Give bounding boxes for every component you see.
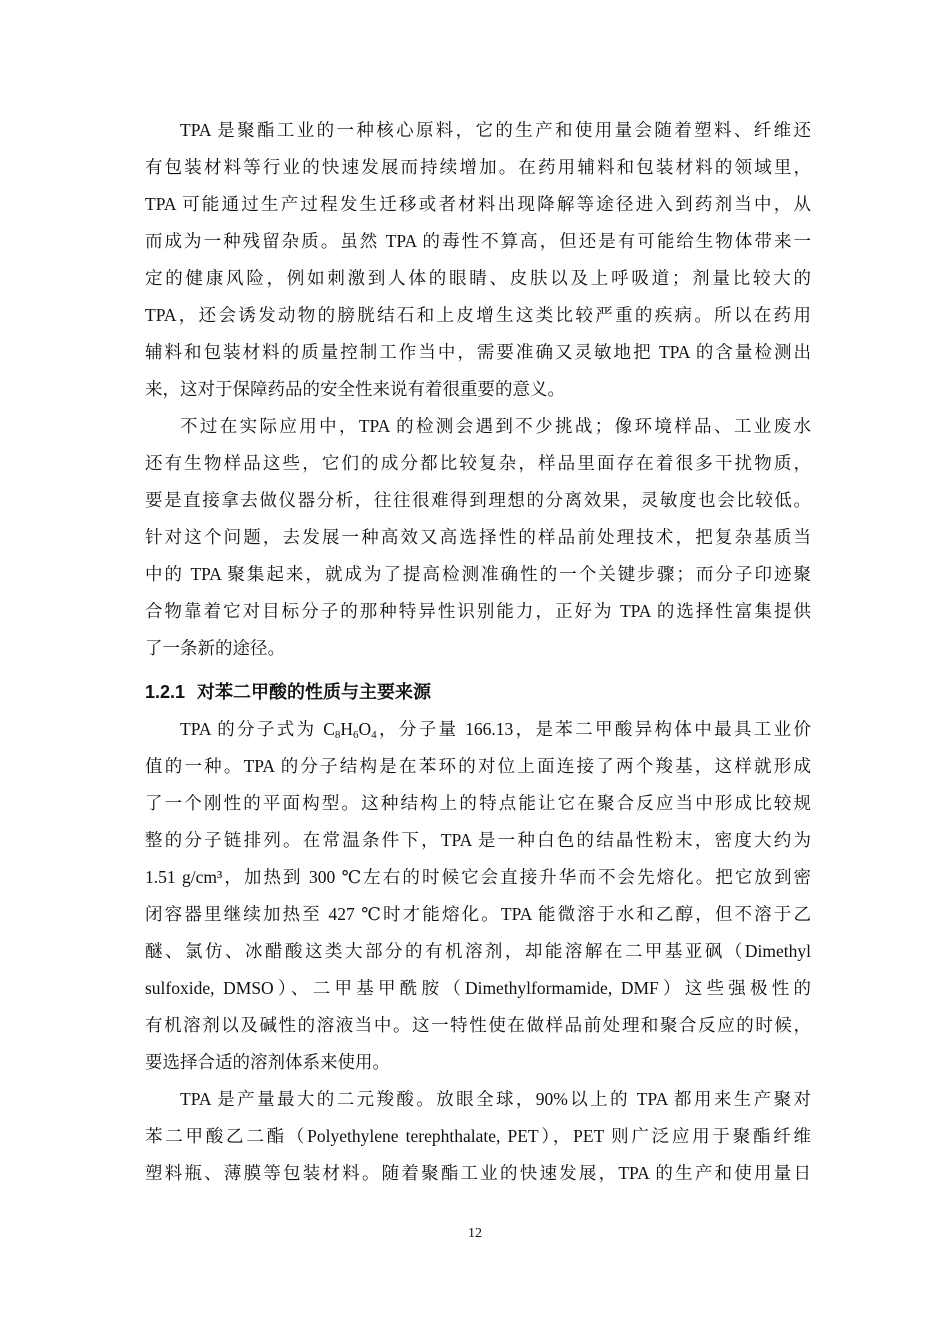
text-line: TPA 是产量最大的二元羧酸。放眼全球，90%以上的 TPA 都用来生产聚对 [180, 1089, 811, 1109]
paragraph-3 [145, 711, 811, 1081]
text-line: 了一个刚性的平面构型。这种结构上的特点能让它在聚合反应当中形成比较规 [145, 793, 811, 813]
text-line: 辅料和包装材料的质量控制工作当中，需要准确又灵敏地把 TPA 的含量检测出 [145, 342, 811, 362]
text-line: 值的一种。TPA 的分子结构是在苯环的对位上面连接了两个羧基，这样就形成 [145, 756, 811, 776]
text-line: 了一条新的途径。 [145, 638, 285, 658]
text-line: 塑料瓶、薄膜等包装材料。随着聚酯工业的快速发展，TPA 的生产和使用量日 [145, 1163, 811, 1183]
section-number: 1.2.1 [145, 682, 186, 702]
text-line: 还有生物样品这些，它们的成分都比较复杂，样品里面存在着很多干扰物质， [145, 453, 811, 473]
text-line: 有机溶剂以及碱性的溶液当中。这一特性使在做样品前处理和聚合反应的时候， [145, 1015, 811, 1035]
section-title: 对苯二甲酸的性质与主要来源 [197, 682, 432, 702]
text-line: 要是直接拿去做仪器分析，往往很难得到理想的分离效果，灵敏度也会比较低。 [145, 490, 811, 510]
text-line: 来，这对于保障药品的安全性来说有着很重要的意义。 [145, 379, 565, 399]
text-line: 整的分子链排列。在常温条件下，TPA 是一种白色的结晶性粉末，密度大约为 [145, 830, 811, 850]
text-span: TPA 的分子式为 [180, 719, 324, 739]
text-line: TPA 是聚酯工业的一种核心原料，它的生产和使用量会随着塑料、纤维还 [180, 120, 811, 140]
text-line: 而成为一种残留杂质。虽然 TPA 的毒性不算高，但还是有可能给生物体带来一 [145, 231, 811, 251]
text-line: TPA 可能通过生产过程发生迁移或者材料出现降解等途径进入到药剂当中，从 [145, 194, 811, 214]
text-line: 闭容器里继续加热至 427 ℃时才能熔化。TPA 能微溶于水和乙醇，但不溶于乙 [145, 904, 811, 924]
text-line: sulfoxide, DMSO）、二甲基甲酰胺（Dimethylformamide, DMF）这些强极性的 [145, 978, 811, 998]
text-line: 要选择合适的溶剂体系来使用。 [145, 1052, 390, 1072]
text-line: TPA，还会诱发动物的膀胱结石和上皮增生这类比较严重的疾病。所以在药用 [145, 305, 811, 325]
paragraph-1 [145, 112, 811, 408]
text-line: 针对这个问题，去发展一种高效又高选择性的样品前处理技术，把复杂基质当 [145, 527, 811, 547]
element-o: O [358, 719, 372, 739]
section-heading [145, 676, 811, 708]
subscript: 6 [353, 729, 359, 741]
formula-line [145, 711, 811, 748]
element-c: C [323, 719, 335, 739]
text-line: 1.51 g/cm³，加热到 300 ℃左右的时候它会直接升华而不会先熔化。把它放到密 [145, 867, 811, 887]
subscript: 8 [334, 729, 341, 741]
text-line: 中的 TPA 聚集起来，就成为了提高检测准确性的一个关键步骤；而分子印迹聚 [145, 564, 811, 584]
paragraph-2 [145, 408, 811, 667]
subscript: 4 [371, 729, 377, 741]
body-text [145, 112, 811, 1192]
text-line: 合物靠着它对目标分子的那种特异性识别能力，正好为 TPA 的选择性富集提供 [145, 601, 811, 621]
text-line: 不过在实际应用中，TPA 的检测会遇到不少挑战；像环境样品、工业废水 [180, 416, 811, 436]
page-number: 12 [468, 1226, 482, 1241]
text-line: 定的健康风险，例如刺激到人体的眼睛、皮肤以及上呼吸道；剂量比较大的 [145, 268, 811, 288]
text-span: ，分子量 166.13，是苯二甲酸异构体中最具工业价 [376, 719, 811, 739]
text-line: 苯二甲酸乙二酯（Polyethylene terephthalate, PET），PET 则广泛应用于聚酯纤维 [145, 1126, 811, 1146]
text-line: 有包装材料等行业的快速发展而持续增加。在药用辅料和包装材料的领域里， [145, 157, 811, 177]
paragraph-4 [145, 1081, 811, 1192]
text-line: 醚、氯仿、冰醋酸这类大部分的有机溶剂，却能溶解在二甲基亚砜（Dimethyl [145, 941, 811, 961]
element-h: H [340, 719, 354, 739]
